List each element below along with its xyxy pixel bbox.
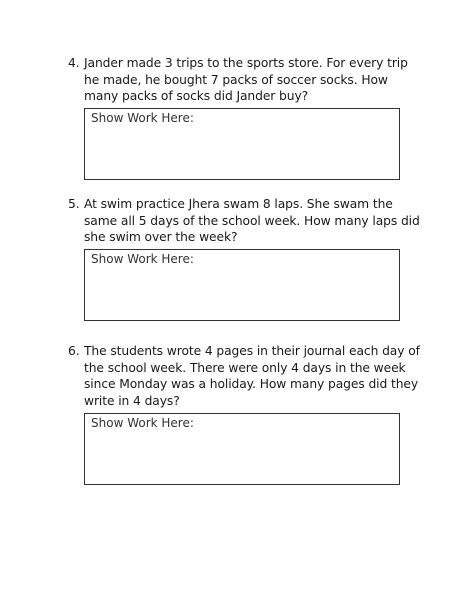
problem-5 [68,196,420,266]
problem-5-question: At swim practice Jhera swam 8 laps. She swam the same all 5 days of the school week. How many laps did she swim over the week? [84,197,420,244]
problem-6-number: 6. [68,344,80,358]
problem-4-text-row [68,55,420,105]
problem-6 [68,343,420,430]
problem-4-number: 4. [68,56,80,70]
problem-5-number: 5. [68,197,80,211]
problem-4-work-label: Show Work Here: [91,111,194,125]
problem-4-work-box[interactable] [84,108,400,180]
problem-4 [68,55,420,125]
problem-6-text-row [68,343,420,409]
problem-6-question: The students wrote 4 pages in their journal each day of the school week. There were only 4 days in the week since Monday was a holiday. How many pages did they write in 4 days? [84,344,420,408]
problem-6-work-label: Show Work Here: [91,416,194,430]
problem-4-question: Jander made 3 trips to the sports store. For every trip he made, he bought 7 packs of soccer socks. How many packs of socks did Jander buy? [84,56,408,103]
problem-5-work-label: Show Work Here: [91,252,194,266]
problem-5-work-box[interactable] [84,249,400,321]
problem-5-text-row [68,196,420,246]
problem-6-work-box[interactable] [84,413,400,485]
